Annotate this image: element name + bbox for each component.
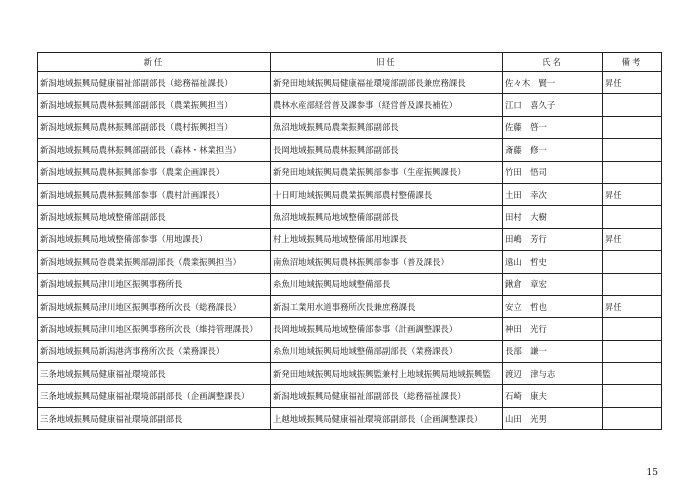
name-cell: 田嶋 芳行: [503, 228, 603, 250]
table-row: [38, 251, 662, 273]
name-cell: 長部 謙一: [503, 340, 603, 362]
header-name: 氏名: [503, 53, 603, 72]
new-post-cell: 三条地域振興局健康福祉環境部副部長（企画調整課長）: [38, 385, 271, 407]
old-post-cell: 十日町地域振興局農業振興部農村整備課長: [271, 183, 503, 205]
new-post-cell: 新潟地域振興局農林振興部参事（農村計画課長）: [38, 183, 271, 205]
table-row: [38, 139, 662, 161]
table-row: [38, 161, 662, 183]
name-cell: 遠山 哲史: [503, 251, 603, 273]
table-row: [38, 183, 662, 205]
remarks-cell: 昇任: [603, 183, 662, 205]
name-cell: 石崎 康夫: [503, 385, 603, 407]
old-post-cell: 新発田地域振興局農業振興部参事（生産振興課長）: [271, 161, 503, 183]
remarks-cell: 昇任: [603, 228, 662, 250]
name-cell: 佐藤 啓一: [503, 116, 603, 138]
table-header-row: [38, 53, 662, 72]
new-post-cell: 新潟地域振興局農林振興部副部長（森林・林業担当）: [38, 139, 271, 161]
table-row: [38, 72, 662, 94]
remarks-cell: [603, 407, 662, 429]
remarks-cell: [603, 340, 662, 362]
remarks-cell: [603, 251, 662, 273]
old-post-cell: 長岡地域振興局農林振興部副部長: [271, 139, 503, 161]
table-row: [38, 116, 662, 138]
new-post-cell: 三条地域振興局健康福祉環境部長: [38, 363, 271, 385]
new-post-cell: 新潟地域振興局健康福祉部副部長（総務福祉課長）: [38, 72, 271, 94]
name-cell: 山田 光男: [503, 407, 603, 429]
name-cell: 江口 喜久子: [503, 94, 603, 116]
remarks-cell: [603, 273, 662, 295]
old-post-cell: 南魚沼地域振興局農林振興部参事（普及課長）: [271, 251, 503, 273]
remarks-cell: [603, 318, 662, 340]
old-post-cell: 農林水産部経営普及課参事（経営普及課長補佐）: [271, 94, 503, 116]
old-post-cell: 村上地域振興局地域整備部用地課長: [271, 228, 503, 250]
name-cell: 斎藤 修一: [503, 139, 603, 161]
old-post-cell: 新発田地域振興局地域振興監兼村上地域振興局地域振興監: [271, 363, 503, 385]
new-post-cell: 新潟地域振興局津川地区振興事務所次長（維持管理課長）: [38, 318, 271, 340]
new-post-cell: 新潟地域振興局農林振興部副部長（農村振興担当）: [38, 116, 271, 138]
name-cell: 鍬倉 章宏: [503, 273, 603, 295]
remarks-cell: [603, 94, 662, 116]
new-post-cell: 三条地域振興局健康福祉環境部副部長: [38, 407, 271, 429]
remarks-cell: [603, 139, 662, 161]
new-post-cell: 新潟地域振興局津川地区振興事務所長: [38, 273, 271, 295]
remarks-cell: 昇任: [603, 295, 662, 317]
remarks-cell: [603, 385, 662, 407]
table-row: [38, 94, 662, 116]
old-post-cell: 魚沼地域振興局地域整備部副部長: [271, 206, 503, 228]
name-cell: 神田 光行: [503, 318, 603, 340]
header-new-post: 新任: [38, 53, 271, 72]
name-cell: 田村 大樹: [503, 206, 603, 228]
name-cell: 佐々木 賢一: [503, 72, 603, 94]
name-cell: 安立 哲也: [503, 295, 603, 317]
old-post-cell: 新潟工業用水道事務所次長兼庶務課長: [271, 295, 503, 317]
remarks-cell: [603, 116, 662, 138]
table-row: [38, 363, 662, 385]
old-post-cell: 糸魚川地域振興局地域整備部副部長（業務課長）: [271, 340, 503, 362]
new-post-cell: 新潟地域振興局巻農業振興部副部長（農業振興担当）: [38, 251, 271, 273]
name-cell: 竹田 悟司: [503, 161, 603, 183]
new-post-cell: 新潟地域振興局津川地区振興事務所次長（総務課長）: [38, 295, 271, 317]
name-cell: 土田 幸次: [503, 183, 603, 205]
table-row: [38, 407, 662, 429]
new-post-cell: 新潟地域振興局地域整備部副部長: [38, 206, 271, 228]
old-post-cell: 糸魚川地域振興局地域整備部長: [271, 273, 503, 295]
personnel-table: [37, 52, 662, 430]
table-row: [38, 318, 662, 340]
remarks-cell: [603, 363, 662, 385]
old-post-cell: 魚沼地域振興局農業振興部副部長: [271, 116, 503, 138]
new-post-cell: 新潟地域振興局農林振興部参事（農業企画課長）: [38, 161, 271, 183]
old-post-cell: 上越地域振興局健康福祉環境部副部長（企画調整課長）: [271, 407, 503, 429]
old-post-cell: 新潟地域振興局健康福祉部副部長（総務福祉課長）: [271, 385, 503, 407]
table-row: [38, 385, 662, 407]
new-post-cell: 新潟地域振興局新潟港湾事務所次長（業務課長）: [38, 340, 271, 362]
name-cell: 渡辺 津与志: [503, 363, 603, 385]
table-row: [38, 228, 662, 250]
remarks-cell: 昇任: [603, 72, 662, 94]
table-row: [38, 295, 662, 317]
header-remarks: 備考: [603, 53, 662, 72]
table-row: [38, 273, 662, 295]
header-old-post: 旧任: [271, 53, 503, 72]
new-post-cell: 新潟地域振興局農林振興部副部長（農業振興担当）: [38, 94, 271, 116]
old-post-cell: 長岡地域振興局地域整備部参事（計画調整課長）: [271, 318, 503, 340]
remarks-cell: [603, 161, 662, 183]
remarks-cell: [603, 206, 662, 228]
table-row: [38, 340, 662, 362]
table-row: [38, 206, 662, 228]
page-number: 15: [646, 468, 658, 478]
old-post-cell: 新発田地域振興局健康福祉環境部副部長兼庶務課長: [271, 72, 503, 94]
new-post-cell: 新潟地域振興局地域整備部参事（用地課長）: [38, 228, 271, 250]
